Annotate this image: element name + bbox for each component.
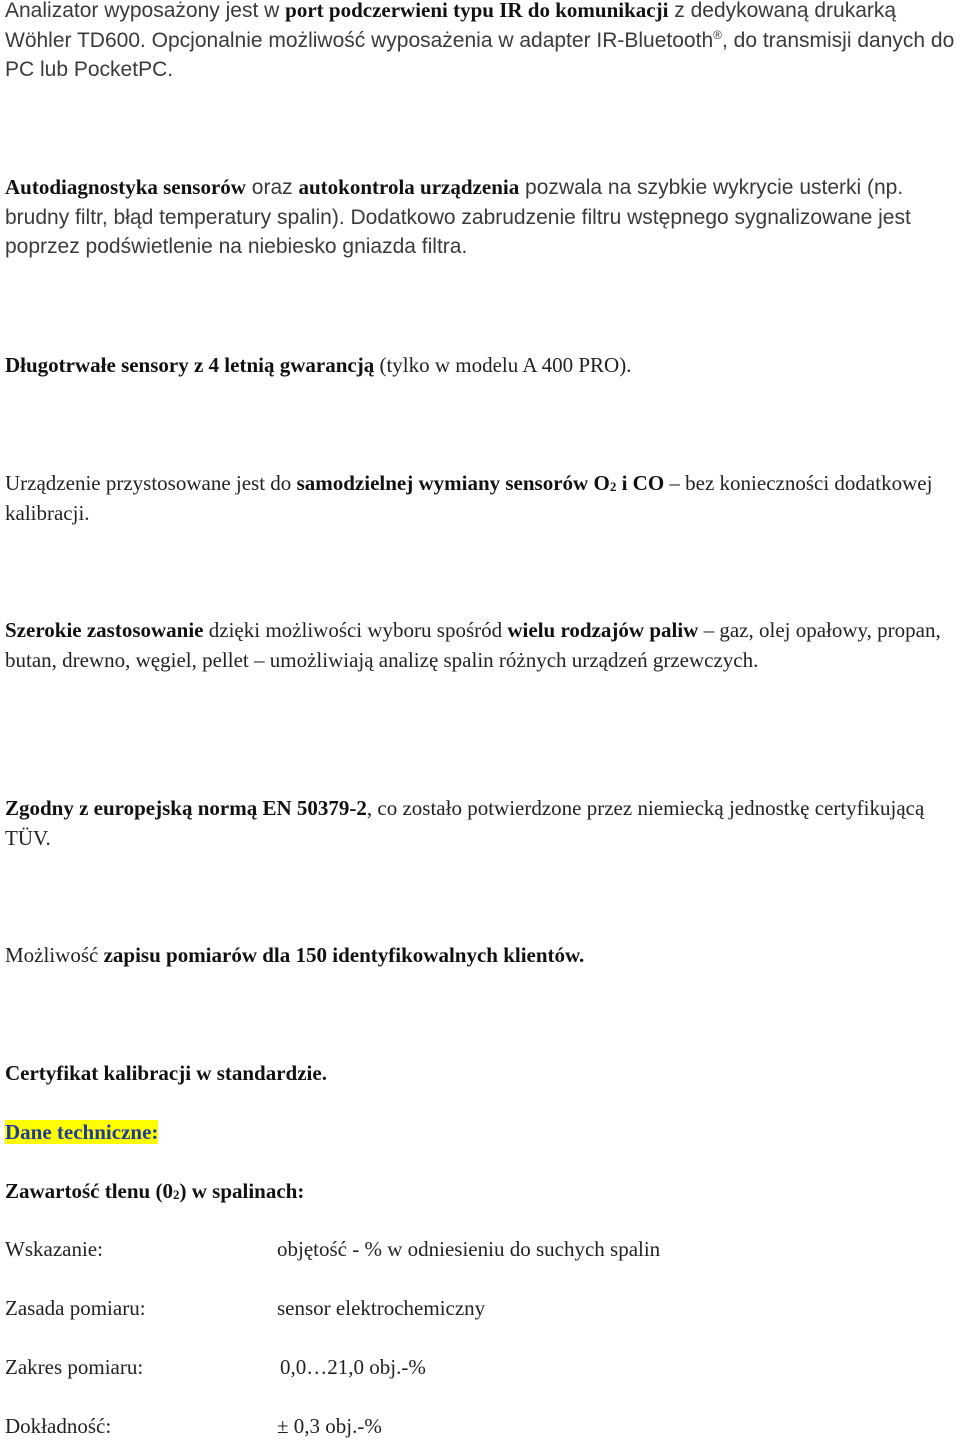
spec-label: Wskazanie: <box>5 1237 103 1261</box>
autodiagnostics-paragraph: Autodiagnostyka sensorów oraz autokontrola urządzenia pozwala na szybkie wykrycie usterki (np. brudny filtr, błąd temperatury spalin). Dodatkowo zabrudzenie filtru wstępnego sygnalizowane jest poprzez podświetlenie na niebiesko gniazda filtra. <box>5 175 911 258</box>
spec-value: 0,0…21,0 obj.-% <box>280 1355 426 1379</box>
sensor-replacement-paragraph: Urządzenie przystosowane jest do samodzielnej wymiany sensorów $O_2$ i CO – bez konieczności dodatkowej kalibracji. <box>5 471 933 525</box>
spec-value: sensor elektrochemiczny <box>277 1296 486 1320</box>
spec-label: Dokładność: <box>5 1414 112 1438</box>
technical-data-heading: Dane techniczne: <box>5 1120 159 1144</box>
spec-label: Zasada pomiaru: <box>5 1296 146 1320</box>
calibration-certificate-paragraph: Certyfikat kalibracji w standardzie. <box>5 1061 327 1085</box>
spec-label: Zakres pomiaru: <box>5 1355 144 1379</box>
sensors-warranty-paragraph: Długotrwałe sensory z 4 letnią gwarancją (tylko w modelu A 400 PRO). <box>5 353 632 377</box>
oxygen-content-heading: Zawartość tlenu $(0_2)$ w spalinach: <box>5 1179 305 1203</box>
spec-value: ± 0,3 obj.-% <box>277 1414 382 1438</box>
norm-compliance-paragraph: Zgodny z europejską normą EN 50379-2, co zostało potwierdzone przez niemiecką jednostkę certyfikującą TÜV. <box>5 796 925 850</box>
client-memory-paragraph: Możliwość zapisu pomiarów dla 150 identyfikowalnych klientów. <box>5 943 585 967</box>
ir-port-paragraph: Analizator wyposażony jest w port podczerwieni typu IR do komunikacji z dedykowaną drukarką Wöhler TD600. Opcjonalnie możliwość wyposażenia w adapter IR-Bluetooth®, do transmisji danych do PC lub PocketPC. <box>5 0 955 81</box>
spec-value: objętość - % w odniesieniu do suchych spalin <box>277 1237 661 1261</box>
fuel-types-paragraph: Szerokie zastosowanie dzięki możliwości wyboru spośród wielu rodzajów paliw – gaz, olej opałowy, propan, butan, drewno, węgiel, pellet – umożliwiają analizę spalin różnych urządzeń grzewczych. <box>5 618 941 672</box>
